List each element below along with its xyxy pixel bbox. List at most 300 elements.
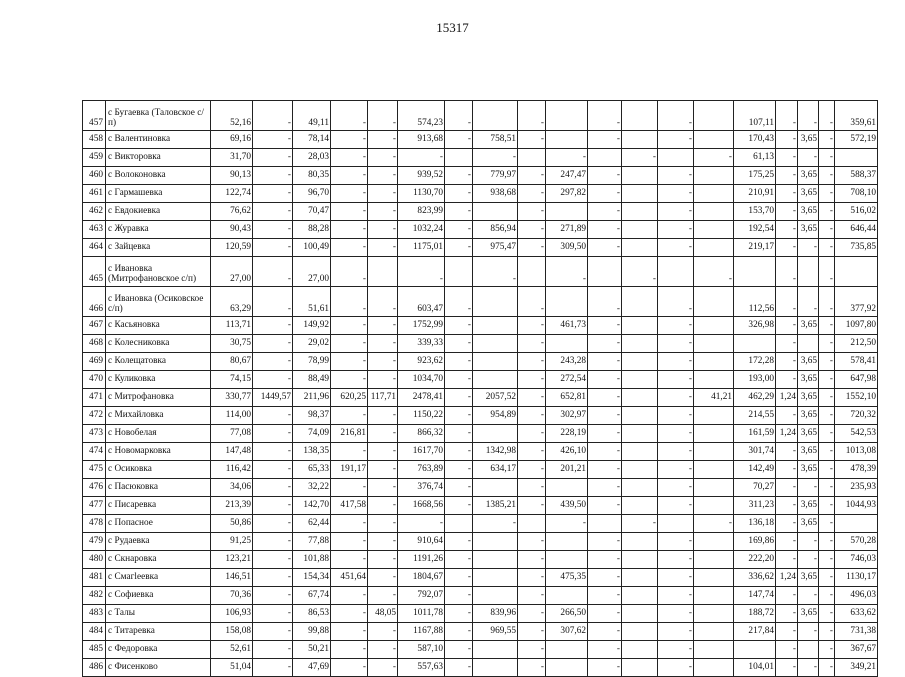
value-cell: - bbox=[776, 317, 798, 335]
value-cell: - bbox=[368, 131, 398, 149]
value-cell: - bbox=[588, 185, 622, 203]
value-cell: 451,64 bbox=[331, 569, 368, 587]
value-cell: 51,61 bbox=[293, 287, 331, 317]
value-cell: - bbox=[253, 407, 293, 425]
value-cell: - bbox=[798, 239, 819, 257]
value-cell: 41,21 bbox=[694, 389, 734, 407]
value-cell bbox=[622, 287, 658, 317]
value-cell: - bbox=[588, 461, 622, 479]
value-cell bbox=[622, 623, 658, 641]
value-cell: - bbox=[819, 257, 835, 287]
value-cell: - bbox=[819, 149, 835, 167]
value-cell bbox=[473, 659, 518, 677]
table-row bbox=[83, 131, 878, 149]
value-cell: - bbox=[546, 149, 588, 167]
value-cell bbox=[694, 569, 734, 587]
value-cell: - bbox=[445, 221, 473, 239]
value-cell: 349,21 bbox=[835, 659, 878, 677]
value-cell: - bbox=[798, 623, 819, 641]
value-cell: - bbox=[776, 203, 798, 221]
settlement-name-cell: с Писаревка bbox=[106, 497, 211, 515]
value-cell: - bbox=[588, 167, 622, 185]
value-cell: 32,22 bbox=[293, 479, 331, 497]
value-cell: - bbox=[819, 641, 835, 659]
value-cell: - bbox=[445, 389, 473, 407]
value-cell bbox=[473, 425, 518, 443]
value-cell: - bbox=[658, 101, 694, 131]
value-cell: 3,65 bbox=[798, 461, 819, 479]
value-cell: - bbox=[518, 479, 546, 497]
value-cell: 99,88 bbox=[293, 623, 331, 641]
value-cell: - bbox=[331, 203, 368, 221]
value-cell: - bbox=[518, 659, 546, 677]
value-cell: - bbox=[776, 515, 798, 533]
value-cell: - bbox=[331, 149, 368, 167]
table-row bbox=[83, 515, 878, 533]
value-cell: - bbox=[445, 479, 473, 497]
settlement-name-cell: с Новобелая bbox=[106, 425, 211, 443]
value-cell: 49,11 bbox=[293, 101, 331, 131]
value-cell: - bbox=[776, 239, 798, 257]
value-cell: - bbox=[776, 623, 798, 641]
value-cell: 603,47 bbox=[398, 287, 445, 317]
value-cell: - bbox=[588, 131, 622, 149]
value-cell: - bbox=[445, 167, 473, 185]
value-cell: 792,07 bbox=[398, 587, 445, 605]
value-cell: - bbox=[253, 287, 293, 317]
value-cell bbox=[694, 101, 734, 131]
value-cell bbox=[694, 335, 734, 353]
value-cell: - bbox=[445, 569, 473, 587]
value-cell: 235,93 bbox=[835, 479, 878, 497]
row-number-cell: 484 bbox=[83, 623, 106, 641]
value-cell: 376,74 bbox=[398, 479, 445, 497]
value-cell: - bbox=[518, 317, 546, 335]
value-cell: - bbox=[658, 185, 694, 203]
value-cell: 938,68 bbox=[473, 185, 518, 203]
value-cell: 1668,56 bbox=[398, 497, 445, 515]
value-cell: 50,21 bbox=[293, 641, 331, 659]
value-cell: - bbox=[819, 287, 835, 317]
value-cell: - bbox=[776, 479, 798, 497]
value-cell: - bbox=[776, 461, 798, 479]
value-cell: 326,98 bbox=[734, 317, 776, 335]
value-cell: - bbox=[776, 605, 798, 623]
value-cell bbox=[658, 515, 694, 533]
value-cell: 574,23 bbox=[398, 101, 445, 131]
value-cell: - bbox=[518, 605, 546, 623]
value-cell: 3,65 bbox=[798, 371, 819, 389]
table-row bbox=[83, 659, 878, 677]
value-cell: - bbox=[368, 461, 398, 479]
value-cell: - bbox=[331, 167, 368, 185]
row-number-cell: 478 bbox=[83, 515, 106, 533]
value-cell: - bbox=[588, 569, 622, 587]
row-number-cell: 464 bbox=[83, 239, 106, 257]
value-cell: 1167,88 bbox=[398, 623, 445, 641]
value-cell: - bbox=[368, 425, 398, 443]
value-cell bbox=[546, 287, 588, 317]
settlement-name-cell: с Волоконовка bbox=[106, 167, 211, 185]
value-cell: - bbox=[518, 641, 546, 659]
value-cell: - bbox=[445, 239, 473, 257]
value-cell: - bbox=[398, 257, 445, 287]
value-cell bbox=[694, 533, 734, 551]
value-cell: - bbox=[819, 167, 835, 185]
table-row bbox=[83, 497, 878, 515]
value-cell: - bbox=[658, 221, 694, 239]
value-cell bbox=[622, 569, 658, 587]
value-cell: 2057,52 bbox=[473, 389, 518, 407]
value-cell: - bbox=[368, 443, 398, 461]
value-cell: - bbox=[694, 515, 734, 533]
value-cell: 708,10 bbox=[835, 185, 878, 203]
value-cell: - bbox=[588, 239, 622, 257]
value-cell bbox=[622, 185, 658, 203]
value-cell: - bbox=[518, 353, 546, 371]
value-cell: - bbox=[253, 221, 293, 239]
value-cell bbox=[473, 287, 518, 317]
value-cell: - bbox=[331, 317, 368, 335]
value-cell: 106,93 bbox=[211, 605, 253, 623]
value-cell bbox=[694, 185, 734, 203]
value-cell: 88,49 bbox=[293, 371, 331, 389]
value-cell: 170,43 bbox=[734, 131, 776, 149]
value-cell: - bbox=[819, 605, 835, 623]
value-cell: 74,15 bbox=[211, 371, 253, 389]
value-cell: - bbox=[445, 533, 473, 551]
value-cell: 587,10 bbox=[398, 641, 445, 659]
value-cell: - bbox=[588, 623, 622, 641]
value-cell: 646,44 bbox=[835, 221, 878, 239]
value-cell: 1,24 bbox=[776, 389, 798, 407]
value-cell: 297,82 bbox=[546, 185, 588, 203]
value-cell: 117,71 bbox=[368, 389, 398, 407]
value-cell: 3,65 bbox=[798, 167, 819, 185]
table-row bbox=[83, 533, 878, 551]
value-cell bbox=[622, 335, 658, 353]
value-cell: - bbox=[776, 641, 798, 659]
settlement-name-cell: с Колещатовка bbox=[106, 353, 211, 371]
value-cell: - bbox=[819, 353, 835, 371]
settlement-name-cell: с Рудаевка bbox=[106, 533, 211, 551]
page-number: 15317 bbox=[436, 20, 469, 35]
value-cell: - bbox=[445, 185, 473, 203]
value-cell: - bbox=[368, 623, 398, 641]
value-cell: - bbox=[776, 551, 798, 569]
value-cell: - bbox=[588, 353, 622, 371]
value-cell: - bbox=[445, 551, 473, 569]
value-cell bbox=[622, 239, 658, 257]
value-cell: - bbox=[588, 287, 622, 317]
value-cell: 142,70 bbox=[293, 497, 331, 515]
value-cell: - bbox=[253, 317, 293, 335]
value-cell: 101,88 bbox=[293, 551, 331, 569]
settlement-name-cell: с Скнаровка bbox=[106, 551, 211, 569]
value-cell: - bbox=[445, 425, 473, 443]
value-cell: - bbox=[368, 239, 398, 257]
value-cell: - bbox=[445, 659, 473, 677]
settlement-name-cell: с Титаревка bbox=[106, 623, 211, 641]
value-cell: - bbox=[694, 257, 734, 287]
row-number-cell: 474 bbox=[83, 443, 106, 461]
row-number-cell: 475 bbox=[83, 461, 106, 479]
settlement-name-cell: с Бугаевка (Таловское с/п) bbox=[106, 101, 211, 131]
table-row bbox=[83, 101, 878, 131]
value-cell: - bbox=[518, 425, 546, 443]
value-cell: - bbox=[253, 335, 293, 353]
value-cell: 114,00 bbox=[211, 407, 253, 425]
value-cell: - bbox=[776, 533, 798, 551]
value-cell: 222,20 bbox=[734, 551, 776, 569]
value-cell: 913,68 bbox=[398, 131, 445, 149]
value-cell bbox=[694, 425, 734, 443]
row-number-cell: 461 bbox=[83, 185, 106, 203]
value-cell: - bbox=[588, 389, 622, 407]
value-cell bbox=[694, 443, 734, 461]
value-cell: - bbox=[445, 461, 473, 479]
value-cell: - bbox=[588, 371, 622, 389]
value-cell: - bbox=[819, 515, 835, 533]
value-cell: 336,62 bbox=[734, 569, 776, 587]
value-cell: - bbox=[658, 623, 694, 641]
value-cell bbox=[622, 389, 658, 407]
value-cell: - bbox=[776, 587, 798, 605]
value-cell: - bbox=[819, 407, 835, 425]
value-cell bbox=[546, 641, 588, 659]
value-cell: - bbox=[588, 551, 622, 569]
value-cell bbox=[658, 149, 694, 167]
value-cell: - bbox=[776, 335, 798, 353]
value-cell: 27,00 bbox=[211, 257, 253, 287]
value-cell bbox=[622, 479, 658, 497]
value-cell: 3,65 bbox=[798, 569, 819, 587]
value-cell: 216,81 bbox=[331, 425, 368, 443]
settlement-name-cell: с Талы bbox=[106, 605, 211, 623]
value-cell: - bbox=[368, 551, 398, 569]
value-cell: - bbox=[658, 587, 694, 605]
value-cell: 138,35 bbox=[293, 443, 331, 461]
value-cell: - bbox=[798, 587, 819, 605]
value-cell: - bbox=[588, 659, 622, 677]
value-cell: - bbox=[588, 605, 622, 623]
value-cell: 496,03 bbox=[835, 587, 878, 605]
value-cell: 417,58 bbox=[331, 497, 368, 515]
value-cell: 3,65 bbox=[798, 203, 819, 221]
value-cell: - bbox=[658, 641, 694, 659]
value-cell: 272,54 bbox=[546, 371, 588, 389]
value-cell: - bbox=[253, 533, 293, 551]
value-cell: - bbox=[368, 101, 398, 131]
value-cell bbox=[622, 203, 658, 221]
value-cell: 1044,93 bbox=[835, 497, 878, 515]
row-number-cell: 476 bbox=[83, 479, 106, 497]
value-cell: - bbox=[445, 317, 473, 335]
value-cell: 192,54 bbox=[734, 221, 776, 239]
value-cell: - bbox=[253, 515, 293, 533]
value-cell bbox=[546, 533, 588, 551]
value-cell: - bbox=[658, 389, 694, 407]
value-cell: 146,51 bbox=[211, 569, 253, 587]
value-cell: 1342,98 bbox=[473, 443, 518, 461]
settlement-name-cell: с Гармашевка bbox=[106, 185, 211, 203]
value-cell bbox=[473, 641, 518, 659]
value-cell: 122,74 bbox=[211, 185, 253, 203]
value-cell: - bbox=[658, 287, 694, 317]
value-cell: 62,44 bbox=[293, 515, 331, 533]
value-cell: - bbox=[253, 371, 293, 389]
table-row bbox=[83, 569, 878, 587]
value-cell bbox=[694, 623, 734, 641]
value-cell bbox=[518, 515, 546, 533]
value-cell: - bbox=[445, 287, 473, 317]
value-cell: 3,65 bbox=[798, 185, 819, 203]
value-cell: 212,50 bbox=[835, 335, 878, 353]
value-cell: - bbox=[776, 167, 798, 185]
value-cell bbox=[622, 167, 658, 185]
value-cell bbox=[835, 515, 878, 533]
value-cell: - bbox=[445, 641, 473, 659]
value-cell: 578,41 bbox=[835, 353, 878, 371]
value-cell: - bbox=[518, 497, 546, 515]
value-cell: - bbox=[622, 257, 658, 287]
value-cell: - bbox=[473, 515, 518, 533]
settlement-name-cell: с Евдокиевка bbox=[106, 203, 211, 221]
value-cell: 3,65 bbox=[798, 221, 819, 239]
value-cell: - bbox=[588, 497, 622, 515]
value-cell: 307,62 bbox=[546, 623, 588, 641]
settlement-name-cell: с Пасюковка bbox=[106, 479, 211, 497]
row-number-cell: 470 bbox=[83, 371, 106, 389]
value-cell: 462,29 bbox=[734, 389, 776, 407]
value-cell: - bbox=[368, 371, 398, 389]
value-cell: 478,39 bbox=[835, 461, 878, 479]
value-cell: - bbox=[518, 551, 546, 569]
row-number-cell: 482 bbox=[83, 587, 106, 605]
value-cell: - bbox=[368, 221, 398, 239]
value-cell: - bbox=[546, 257, 588, 287]
value-cell bbox=[473, 587, 518, 605]
table-row bbox=[83, 335, 878, 353]
value-cell: - bbox=[588, 641, 622, 659]
value-cell: - bbox=[331, 659, 368, 677]
value-cell: - bbox=[518, 443, 546, 461]
value-cell: 856,94 bbox=[473, 221, 518, 239]
value-cell: - bbox=[819, 659, 835, 677]
value-cell: - bbox=[331, 257, 368, 287]
value-cell: 217,84 bbox=[734, 623, 776, 641]
row-number-cell: 483 bbox=[83, 605, 106, 623]
value-cell: 219,17 bbox=[734, 239, 776, 257]
value-cell: 247,47 bbox=[546, 167, 588, 185]
value-cell: 3,65 bbox=[798, 443, 819, 461]
value-cell: - bbox=[658, 425, 694, 443]
value-cell: 2478,41 bbox=[398, 389, 445, 407]
value-cell: - bbox=[798, 479, 819, 497]
value-cell: 28,03 bbox=[293, 149, 331, 167]
value-cell bbox=[546, 335, 588, 353]
value-cell: - bbox=[331, 551, 368, 569]
row-number-cell: 460 bbox=[83, 167, 106, 185]
value-cell: - bbox=[331, 407, 368, 425]
value-cell: 1804,67 bbox=[398, 569, 445, 587]
value-cell bbox=[546, 587, 588, 605]
value-cell bbox=[622, 641, 658, 659]
value-cell: 107,11 bbox=[734, 101, 776, 131]
value-cell: 80,67 bbox=[211, 353, 253, 371]
value-cell: 70,47 bbox=[293, 203, 331, 221]
settlement-name-cell: с Новомарковка bbox=[106, 443, 211, 461]
value-cell bbox=[622, 443, 658, 461]
value-cell: 3,65 bbox=[798, 407, 819, 425]
settlement-name-cell: с Журавка bbox=[106, 221, 211, 239]
value-cell: 735,85 bbox=[835, 239, 878, 257]
value-cell bbox=[473, 101, 518, 131]
value-cell bbox=[734, 257, 776, 287]
value-cell: - bbox=[518, 185, 546, 203]
value-cell: 1150,22 bbox=[398, 407, 445, 425]
value-cell bbox=[658, 257, 694, 287]
value-cell: - bbox=[445, 605, 473, 623]
value-cell: 3,65 bbox=[798, 131, 819, 149]
value-cell: - bbox=[398, 149, 445, 167]
value-cell: - bbox=[368, 317, 398, 335]
value-cell: 1097,80 bbox=[835, 317, 878, 335]
value-cell bbox=[694, 221, 734, 239]
value-cell: 1130,17 bbox=[835, 569, 878, 587]
value-cell bbox=[694, 587, 734, 605]
row-number-cell: 467 bbox=[83, 317, 106, 335]
value-cell bbox=[694, 641, 734, 659]
value-cell: - bbox=[776, 185, 798, 203]
value-cell: 1034,70 bbox=[398, 371, 445, 389]
value-cell: 461,73 bbox=[546, 317, 588, 335]
value-cell bbox=[622, 221, 658, 239]
row-number-cell: 468 bbox=[83, 335, 106, 353]
value-cell: - bbox=[331, 479, 368, 497]
value-cell: - bbox=[331, 623, 368, 641]
value-cell bbox=[473, 551, 518, 569]
value-cell: 475,35 bbox=[546, 569, 588, 587]
value-cell: - bbox=[253, 167, 293, 185]
value-cell: - bbox=[658, 569, 694, 587]
value-cell: 52,16 bbox=[211, 101, 253, 131]
value-cell: - bbox=[253, 497, 293, 515]
value-cell: - bbox=[368, 533, 398, 551]
settlement-name-cell: с Смагleeвка bbox=[106, 569, 211, 587]
value-cell bbox=[694, 407, 734, 425]
value-cell: 763,89 bbox=[398, 461, 445, 479]
settlement-name-cell: с Фисенково bbox=[106, 659, 211, 677]
value-cell: 77,88 bbox=[293, 533, 331, 551]
value-cell: 330,77 bbox=[211, 389, 253, 407]
table-row bbox=[83, 479, 878, 497]
value-cell bbox=[798, 335, 819, 353]
value-cell: - bbox=[776, 257, 798, 287]
value-cell: 1011,78 bbox=[398, 605, 445, 623]
value-cell bbox=[694, 353, 734, 371]
value-cell: 359,61 bbox=[835, 101, 878, 131]
value-cell: - bbox=[588, 221, 622, 239]
value-cell: - bbox=[658, 479, 694, 497]
value-cell: 91,25 bbox=[211, 533, 253, 551]
value-cell: 228,19 bbox=[546, 425, 588, 443]
value-cell: - bbox=[253, 659, 293, 677]
value-cell: 439,50 bbox=[546, 497, 588, 515]
value-cell: 377,92 bbox=[835, 287, 878, 317]
value-cell: - bbox=[622, 149, 658, 167]
value-cell bbox=[473, 353, 518, 371]
